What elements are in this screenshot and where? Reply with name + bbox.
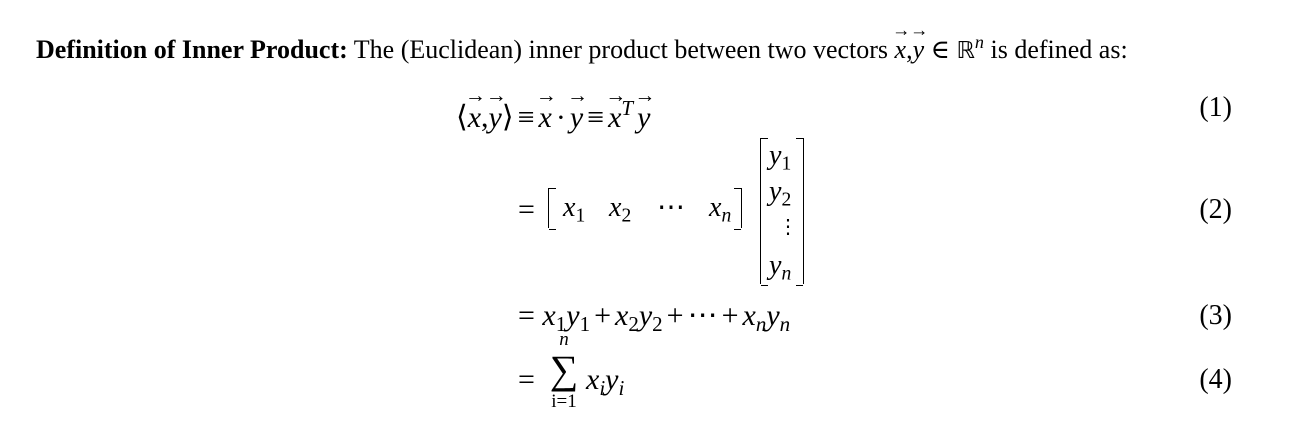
eq1-comma: , bbox=[481, 100, 489, 134]
equation-2-equals: = bbox=[518, 193, 535, 226]
summation-lower-limit: i=1 bbox=[551, 391, 577, 412]
sigma-symbol: ∑ bbox=[549, 347, 579, 392]
equation-4-equals: = bbox=[518, 363, 535, 396]
column-vector-entry: $y_1$ bbox=[769, 140, 792, 175]
equiv-symbol: ≡ bbox=[517, 100, 535, 134]
plus-symbol: + bbox=[594, 299, 611, 332]
plus-symbol: + bbox=[666, 299, 684, 332]
definition-label: Definition of Inner Product: bbox=[36, 35, 348, 64]
eq1-y3: → y bbox=[637, 98, 650, 138]
row-vector-entry: $x_1$ bbox=[563, 192, 586, 227]
equation-number-4: (4) bbox=[1199, 364, 1232, 395]
column-vector-entry: $y_2$ bbox=[769, 176, 792, 211]
column-vector-vdots: ⋮ bbox=[778, 216, 798, 238]
row-vector-ellipsis: ⋯ bbox=[657, 192, 685, 223]
summation bbox=[546, 330, 582, 420]
equation-number-3: (3) bbox=[1199, 300, 1232, 331]
term-xnyn: $x_ny_n$ bbox=[742, 299, 791, 336]
row-vector-entry: $x_2$ bbox=[609, 192, 632, 227]
vector-x: → x bbox=[895, 32, 907, 68]
cdots-symbol: ⋯ bbox=[687, 299, 718, 332]
intro-comma: , bbox=[906, 35, 913, 64]
column-vector-entry: $y_n$ bbox=[769, 250, 792, 285]
element-of-symbol: ∈ bbox=[924, 35, 957, 64]
dimension-superscript: n bbox=[974, 32, 984, 52]
equation-number-1: (1) bbox=[1199, 92, 1232, 123]
term-x1y1: $x_1y_1$ bbox=[542, 299, 591, 336]
eq3-equals: = bbox=[518, 299, 535, 332]
intro-text-before: The (Euclidean) inner product between two vectors bbox=[347, 35, 895, 64]
row-vector bbox=[548, 188, 742, 228]
row-vector-entry: $x_n$ bbox=[709, 192, 732, 227]
left-angle: ⟨ bbox=[456, 100, 468, 134]
intro-text-after: is defined as: bbox=[984, 35, 1128, 64]
definition-sentence bbox=[36, 24, 1128, 68]
eq1-x: → x bbox=[468, 98, 481, 138]
equation-1 bbox=[456, 88, 650, 138]
summation-upper-limit: n bbox=[559, 329, 569, 350]
equation-number-2: (2) bbox=[1199, 194, 1232, 225]
eq1-y: → y bbox=[489, 98, 502, 138]
right-angle: ⟩ bbox=[501, 100, 514, 134]
dot-symbol: · bbox=[555, 100, 566, 134]
column-vector bbox=[760, 138, 804, 284]
term-xiyi: $x_iy_i$ bbox=[586, 363, 625, 400]
eq1-x3: → x bbox=[608, 98, 621, 138]
real-numbers-symbol: ℝ bbox=[956, 36, 975, 64]
eq1-y2: → y bbox=[570, 98, 583, 138]
equiv-symbol-2: ≡ bbox=[587, 100, 605, 134]
vector-y: → y bbox=[913, 32, 925, 68]
plus-symbol: + bbox=[721, 299, 739, 332]
transpose-superscript: T bbox=[621, 96, 634, 120]
term-x2y2: $x_2y_2$ bbox=[615, 299, 663, 336]
eq1-x2: → x bbox=[539, 98, 552, 138]
